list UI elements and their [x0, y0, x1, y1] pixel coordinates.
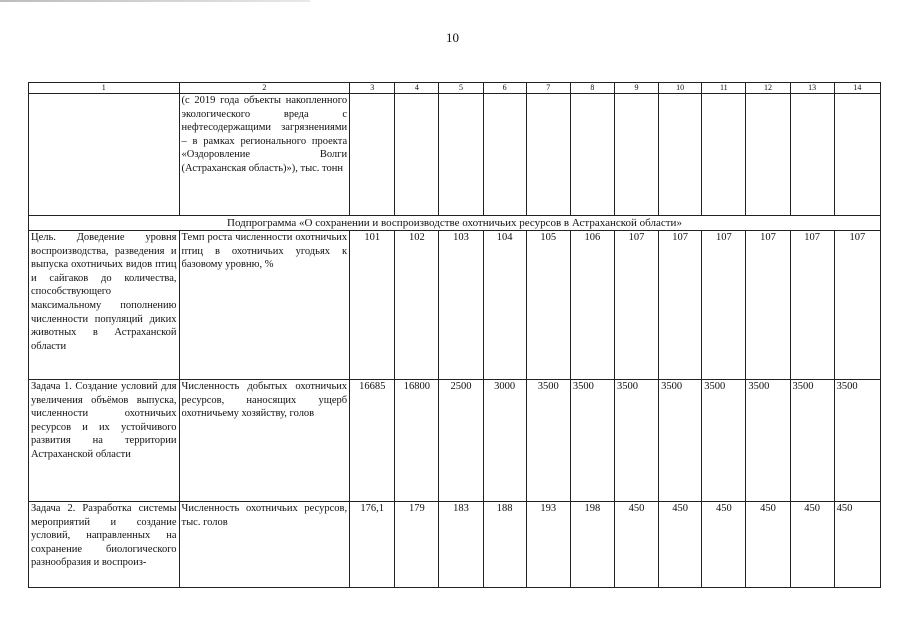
column-number: 4 [395, 83, 439, 94]
column-number: 2 [179, 83, 350, 94]
column-number: 7 [526, 83, 570, 94]
goal-cell [29, 94, 180, 216]
value-cell: 107 [702, 231, 746, 380]
value-cell: 188 [483, 502, 526, 588]
value-cell: 101 [350, 231, 395, 380]
table-row-pollution [29, 94, 881, 216]
value-cell [570, 94, 614, 216]
page-number: 10 [446, 30, 459, 45]
scan-edge-line [0, 0, 310, 2]
subprogram-header-row [29, 216, 881, 231]
value-cell: 3500 [746, 380, 790, 502]
value-cell: 107 [659, 231, 702, 380]
value-cell: 107 [834, 231, 880, 380]
column-number: 13 [790, 83, 834, 94]
value-cell: 105 [526, 231, 570, 380]
indicator-cell: (с 2019 года объекты накопленного экологического вреда с нефтесодержащими загрязнениями – в рамках регионального проекта «Оздоровление Волги (Астраханская область)»), тыс. тонн [179, 94, 350, 216]
value-cell [395, 94, 439, 216]
value-cell [439, 94, 483, 216]
value-cell: 103 [439, 231, 483, 380]
value-cell: 450 [614, 502, 658, 588]
column-number: 8 [570, 83, 614, 94]
value-cell: 450 [746, 502, 790, 588]
column-number: 1 [29, 83, 180, 94]
column-number: 12 [746, 83, 790, 94]
value-cell: 3500 [834, 380, 880, 502]
value-cell: 176,1 [350, 502, 395, 588]
value-cell: 450 [834, 502, 880, 588]
value-cell: 450 [659, 502, 702, 588]
indicator-cell: Темп роста численности охотничьих птиц в охотничьих угодьях к базовому уровню, % [179, 231, 350, 380]
value-cell: 3500 [570, 380, 614, 502]
value-cell: 107 [746, 231, 790, 380]
indicators-table [28, 82, 881, 588]
value-cell: 104 [483, 231, 526, 380]
value-cell: 3500 [790, 380, 834, 502]
value-cell: 2500 [439, 380, 483, 502]
table-row-goal [29, 231, 881, 380]
column-number-row [29, 83, 881, 94]
value-cell: 3000 [483, 380, 526, 502]
value-cell [659, 94, 702, 216]
value-cell: 3500 [526, 380, 570, 502]
value-cell [834, 94, 880, 216]
column-number: 11 [702, 83, 746, 94]
table-row-task-2 [29, 502, 881, 588]
value-cell: 107 [614, 231, 658, 380]
column-number: 14 [834, 83, 880, 94]
value-cell [702, 94, 746, 216]
value-cell: 3500 [614, 380, 658, 502]
value-cell: 450 [790, 502, 834, 588]
value-cell: 198 [570, 502, 614, 588]
value-cell: 193 [526, 502, 570, 588]
column-number: 9 [614, 83, 658, 94]
value-cell [350, 94, 395, 216]
value-cell: 102 [395, 231, 439, 380]
task-cell: Задача 1. Создание условий для увеличения объёмов выпуска, численности охотничьих ресурсов и их устойчивого развития на территории Астраханской области [29, 380, 180, 502]
value-cell [614, 94, 658, 216]
value-cell [483, 94, 526, 216]
table-row-task-1 [29, 380, 881, 502]
value-cell [746, 94, 790, 216]
value-cell: 3500 [659, 380, 702, 502]
task-cell: Задача 2. Разработка системы мероприятий и создание условий, направленных на сохранение биологического разнообразия и воспроиз- [29, 502, 180, 588]
column-number: 5 [439, 83, 483, 94]
column-number: 10 [659, 83, 702, 94]
column-number: 3 [350, 83, 395, 94]
value-cell: 106 [570, 231, 614, 380]
value-cell: 16800 [395, 380, 439, 502]
goal-cell: Цель. Доведение уровня воспроизводства, разведения и выпуска охотничьих видов птиц и сайгаков до количества, способствующего максимальному пополнению численности популяций диких животных в Астраханской области [29, 231, 180, 380]
value-cell: 450 [702, 502, 746, 588]
value-cell: 183 [439, 502, 483, 588]
value-cell: 3500 [702, 380, 746, 502]
column-number: 6 [483, 83, 526, 94]
value-cell [526, 94, 570, 216]
indicator-cell: Численность добытых охотничьих ресурсов, наносящих ущерб охотничьему хозяйству, голов [179, 380, 350, 502]
value-cell: 16685 [350, 380, 395, 502]
value-cell [790, 94, 834, 216]
indicator-cell: Численность охотничьих ресурсов, тыс. голов [179, 502, 350, 588]
value-cell: 179 [395, 502, 439, 588]
subprogram-title: Подпрограмма «О сохранении и воспроизводстве охотничьих ресурсов в Астраханской области» [29, 216, 881, 231]
value-cell: 107 [790, 231, 834, 380]
